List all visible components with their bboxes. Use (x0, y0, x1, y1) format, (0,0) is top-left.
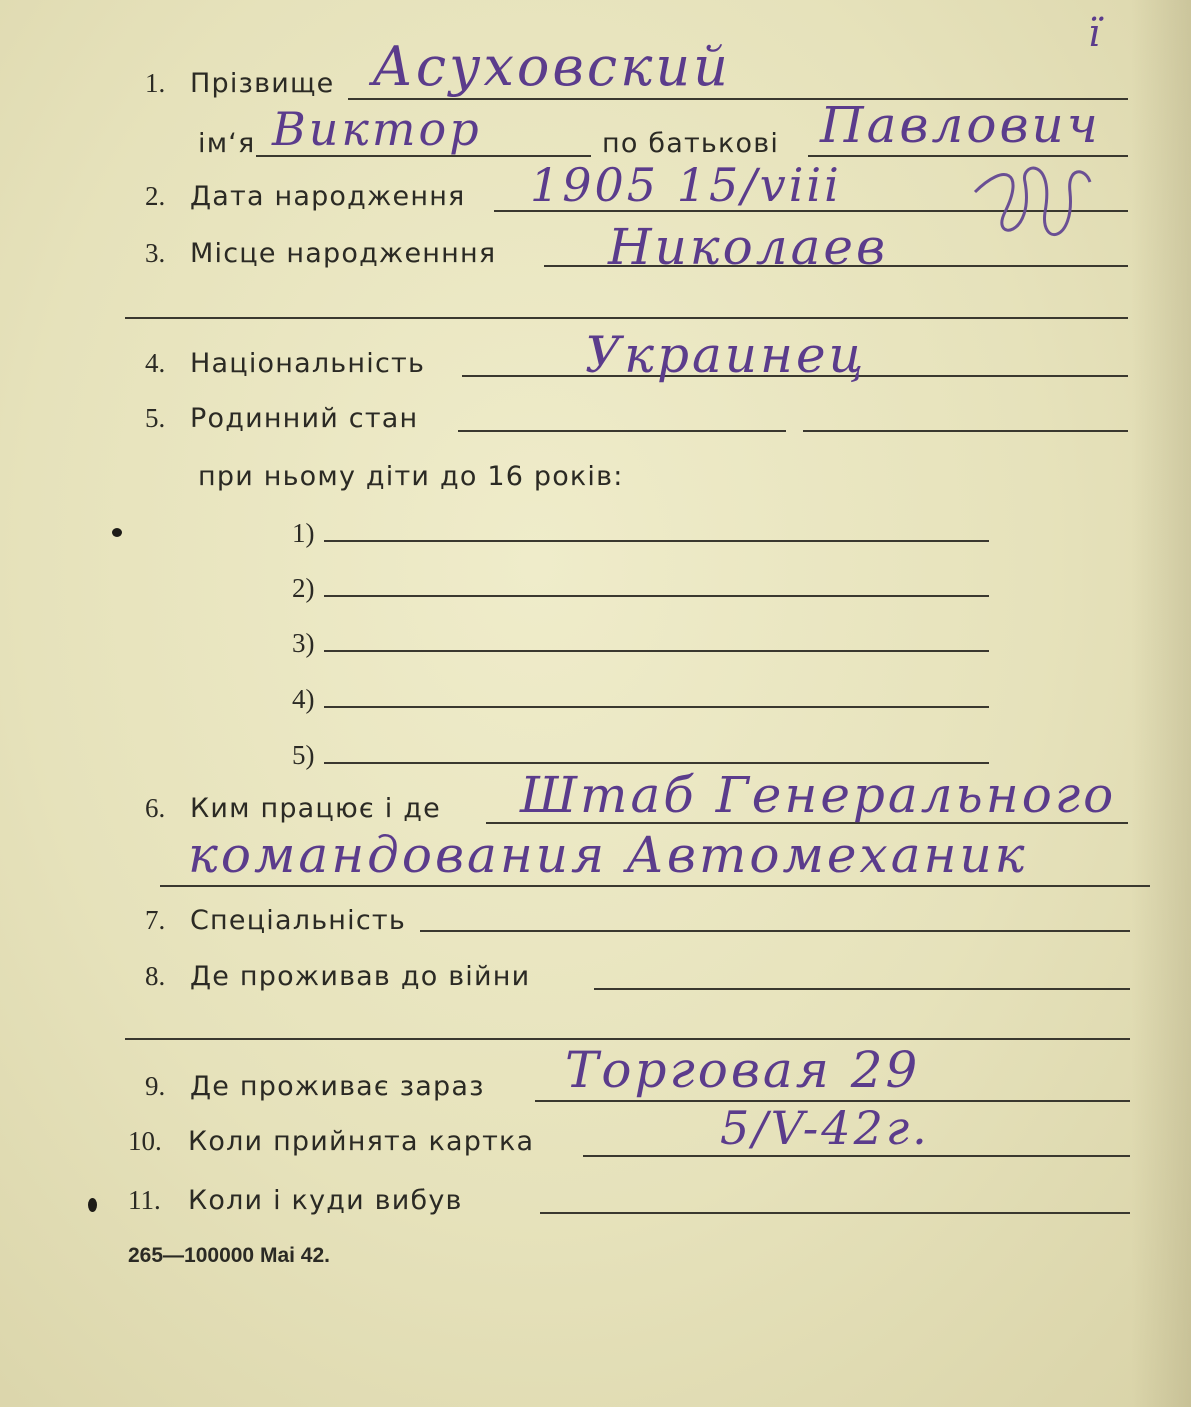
nationality-label: Національність (190, 348, 426, 379)
child-2-line (324, 595, 989, 597)
card-accepted-label: Коли прийнята картка (188, 1126, 535, 1157)
child-5-number: 5) (292, 740, 315, 770)
page-edge-shadow (1131, 0, 1191, 1407)
patronymic-label: по батькові (602, 128, 780, 159)
birth-place-label: Місце народженння (190, 238, 497, 269)
field-7-number: 7. (145, 905, 166, 935)
field-11-number: 11. (128, 1185, 161, 1215)
card-accepted-line (583, 1155, 1130, 1157)
marital-status-line-a (458, 430, 786, 432)
child-3-number: 3) (292, 628, 315, 658)
birth-date-label: Дата народження (190, 181, 466, 212)
name-handwriting: Виктор (272, 102, 482, 156)
margin-mark: ї (1088, 11, 1104, 55)
work-handwriting-1: Штаб Генерального (520, 766, 1117, 824)
child-1-number: 1) (292, 518, 315, 548)
surname-label: Прізвище (190, 68, 335, 99)
specialty-line (420, 930, 1130, 932)
current-residence-label: Де проживає зараз (190, 1071, 485, 1102)
card-accepted-handwriting: 5/V-42г. (720, 1101, 930, 1155)
signature-scribble (965, 152, 1115, 262)
patronymic-handwriting: Павлович (820, 96, 1101, 154)
field-8-number: 8. (145, 961, 166, 991)
child-1-line (324, 540, 989, 542)
prewar-residence-line (594, 988, 1130, 990)
nationality-handwriting: Украинец (585, 326, 867, 384)
punch-hole-mark-2 (88, 1198, 97, 1212)
child-4-number: 4) (292, 684, 315, 714)
field-6-number: 6. (145, 793, 166, 823)
birth-date-handwriting: 1905 15/viii (530, 158, 842, 212)
current-residence-handwriting: Торговая 29 (565, 1041, 921, 1099)
field-3-number: 3. (145, 238, 166, 268)
work-label: Ким працює і де (190, 793, 441, 824)
punch-hole-mark (112, 528, 122, 537)
departure-label: Коли і куди вибув (188, 1185, 463, 1216)
child-5-line (324, 762, 989, 764)
marital-status-line-b (803, 430, 1128, 432)
field-9-number: 9. (145, 1071, 166, 1101)
child-4-line (324, 706, 989, 708)
birth-place-handwriting: Николаев (608, 218, 889, 276)
marital-status-label: Родинний стан (190, 403, 419, 434)
work-line-2 (160, 885, 1150, 887)
birth-place-line-2 (125, 317, 1128, 319)
print-footer: 265—100000 Mai 42. (128, 1244, 330, 1267)
child-3-line (324, 650, 989, 652)
name-label: ім‘я (198, 128, 256, 159)
surname-handwriting: Асуховский (372, 35, 731, 98)
departure-line (540, 1212, 1130, 1214)
field-5-number: 5. (145, 403, 166, 433)
prewar-residence-label: Де проживав до війни (190, 961, 531, 992)
specialty-label: Спеціальність (190, 905, 406, 936)
field-2-number: 2. (145, 181, 166, 211)
field-4-number: 4. (145, 348, 166, 378)
prewar-residence-line-2 (125, 1038, 1130, 1040)
field-1-number: 1. (145, 68, 166, 98)
field-10-number: 10. (128, 1126, 162, 1156)
child-2-number: 2) (292, 573, 315, 603)
children-label: при ньому діти до 16 років: (198, 461, 624, 492)
work-handwriting-2: командования Автомеханик (188, 826, 1028, 884)
